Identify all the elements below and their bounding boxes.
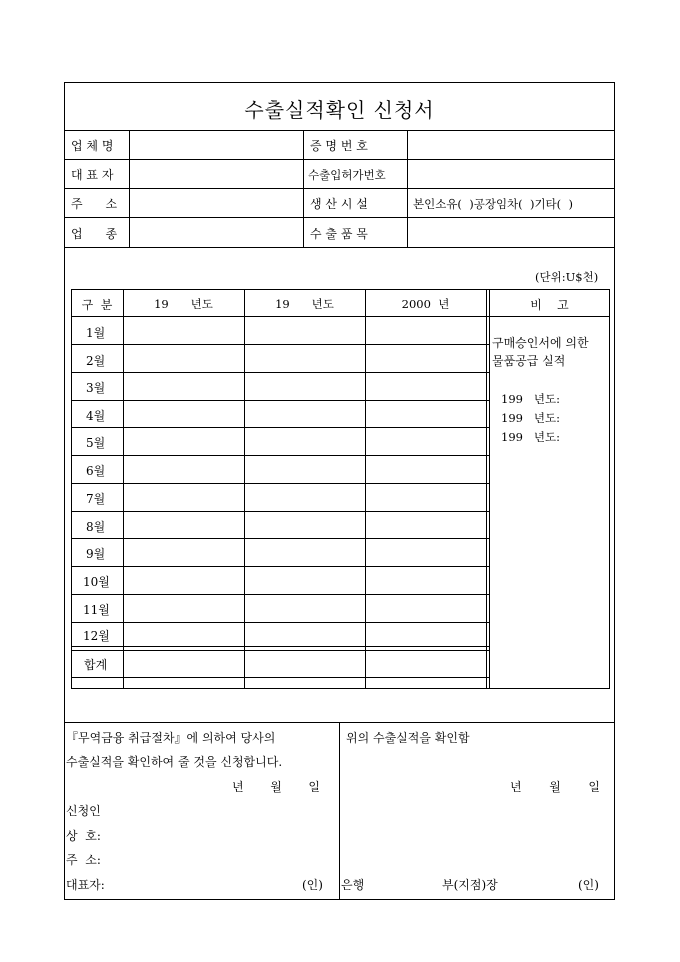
divider — [71, 622, 489, 623]
label-cert-no: 증 명 번 호 — [310, 139, 368, 153]
divider — [303, 130, 304, 247]
note-year: 199 년도: — [501, 411, 561, 425]
divider — [407, 130, 408, 247]
date-year: 년 — [232, 780, 244, 794]
month-label: 9월 — [86, 547, 106, 561]
branch-label: 부(지점)장 — [442, 878, 498, 892]
note-year: 199 년도: — [501, 392, 561, 406]
note-year: 199 년도: — [501, 430, 561, 444]
seal-right: (인) — [578, 878, 599, 892]
address-label: 주 소: — [66, 853, 101, 867]
month-label: 12월 — [83, 629, 110, 643]
divider — [71, 650, 489, 651]
divider — [64, 217, 615, 218]
divider — [489, 289, 490, 689]
divider — [244, 289, 245, 689]
total-label: 합계 — [84, 658, 108, 672]
col-year3: 2000 년 — [401, 297, 450, 311]
divider — [64, 188, 615, 189]
divider — [71, 511, 489, 512]
applicant-label: 신청인 — [66, 804, 101, 818]
date-month: 월 — [270, 780, 282, 794]
date-month: 월 — [549, 780, 561, 794]
divider — [64, 159, 615, 160]
label-representative: 대 표 자 — [71, 168, 114, 182]
request-line2: 수출실적을 확인하여 줄 것을 신청합니다. — [66, 755, 283, 769]
form-title: 수출실적확인 신청서 — [244, 98, 435, 122]
divider — [71, 400, 489, 401]
divider — [71, 677, 489, 678]
label-business-type: 업 종 — [71, 227, 118, 241]
col-category: 구 분 — [81, 298, 113, 312]
label-address: 주 소 — [71, 197, 118, 211]
divider — [486, 289, 487, 689]
bank-label: 은행 — [341, 878, 365, 892]
divider — [71, 566, 489, 567]
representative-label: 대표자: — [66, 878, 105, 892]
divider — [71, 538, 489, 539]
date-year: 년 — [510, 780, 522, 794]
col-year2: 19 년도 — [275, 297, 334, 311]
confirm-line: 위의 수출실적을 확인함 — [346, 731, 470, 745]
month-label: 10월 — [83, 575, 110, 589]
date-day: 일 — [308, 780, 320, 794]
divider — [64, 130, 615, 131]
divider — [71, 372, 489, 373]
divider — [71, 316, 610, 317]
month-label: 1월 — [86, 326, 106, 340]
col-note: 비 고 — [530, 298, 569, 312]
divider — [71, 427, 489, 428]
note-line2: 물품공급 실적 — [492, 354, 566, 368]
month-label: 4월 — [86, 409, 106, 423]
month-label: 11월 — [83, 603, 110, 617]
month-label: 6월 — [86, 464, 106, 478]
date-left — [232, 778, 320, 795]
label-license-no: 수출입허가번호 — [308, 168, 386, 182]
note-line1: 구매승인서에 의한 — [492, 336, 589, 350]
date-right — [510, 778, 600, 795]
divider — [71, 455, 489, 456]
facility-options: 본인소유( )공장임차( )기타( ) — [413, 197, 573, 211]
month-label: 3월 — [86, 381, 106, 395]
divider — [71, 646, 489, 647]
date-day: 일 — [588, 780, 600, 794]
unit-label: (단위:U$천) — [535, 270, 599, 284]
month-label: 5월 — [86, 436, 106, 450]
label-company: 업 체 명 — [71, 139, 114, 153]
divider — [365, 289, 366, 689]
trade-name-label: 상 호: — [66, 829, 101, 843]
label-facility: 생 산 시 설 — [310, 197, 368, 211]
label-export-item: 수 출 품 목 — [310, 227, 368, 241]
divider — [123, 289, 124, 689]
month-label: 2월 — [86, 354, 106, 368]
month-label: 8월 — [86, 520, 106, 534]
col-year1: 19 년도 — [154, 297, 213, 311]
divider — [71, 344, 489, 345]
request-line1: 『무역금융 취급절차』에 의하여 당사의 — [66, 731, 276, 745]
divider — [129, 130, 130, 247]
month-label: 7월 — [86, 492, 106, 506]
divider — [71, 483, 489, 484]
divider — [64, 247, 615, 248]
seal-left: (인) — [302, 878, 323, 892]
divider — [339, 722, 340, 900]
divider — [71, 594, 489, 595]
